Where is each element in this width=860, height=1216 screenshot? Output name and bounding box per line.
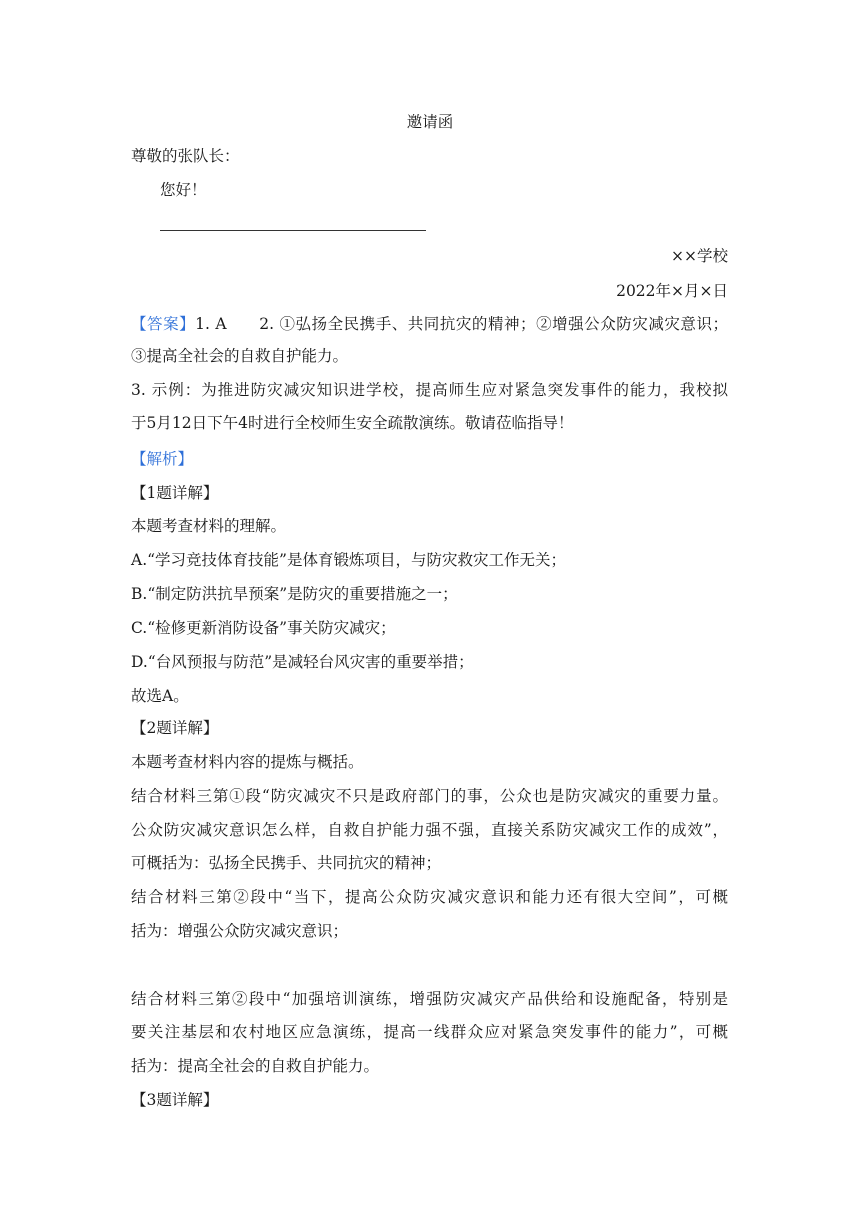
answer-line-1-text: 1. A 2. ①弘扬全民携手、共同抗灾的精神；②增强公众防灾减灾意识； <box>195 315 728 333</box>
q2-intro: 本题考查材料内容的提炼与概括。 <box>131 753 364 771</box>
q2-paragraph-3-line-2: 要关注基层和农村地区应急演练，提高一线群众应对紧急突发事件的能力”，可概 <box>131 1023 728 1041</box>
analysis-tag: 【解析】 <box>131 450 194 468</box>
q1-intro: 本题考查材料的理解。 <box>131 517 287 535</box>
letter-title: 邀请函 <box>406 113 454 131</box>
q2-paragraph-1-line-3: 可概括为：弘扬全民携手、共同抗灾的精神； <box>131 854 442 872</box>
letter-signature-org: ××学校 <box>671 247 728 265</box>
answer-line-3: 3. 示例：为推进防灾减灾知识进学校，提高师生应对紧急突发事件的能力，我校拟 <box>131 381 728 399</box>
q1-choice: 故选A。 <box>131 687 189 705</box>
letter-salutation: 尊敬的张队长： <box>131 147 240 165</box>
q2-paragraph-3-line-3: 括为：提高全社会的自救自护能力。 <box>131 1057 380 1075</box>
q2-paragraph-2-line-1: 结合材料三第②段中“当下，提高公众防灾减灾意识和能力还有很大空间”，可概 <box>131 888 728 906</box>
q1-option-d: D.“台风预报与防范”是减轻台风灾害的重要举措； <box>131 653 474 671</box>
answer-line-1 <box>131 314 728 334</box>
q1-heading: 【1题详解】 <box>131 484 219 502</box>
q2-paragraph-3-line-1: 结合材料三第②段中“加强培训演练，增强防灾减灾产品供给和设施配备，特别是 <box>131 990 728 1008</box>
q1-option-a: A.“学习竞技体育技能”是体育锻炼项目，与防灾救灾工作无关； <box>131 551 566 569</box>
answer-line-4: 于5月12日下午4时进行全校师生安全疏散演练。敬请莅临指导！ <box>131 414 574 432</box>
q2-paragraph-2-line-2: 括为：增强公众防灾减灾意识； <box>131 922 349 940</box>
answer-tag: 【答案】 <box>131 315 196 333</box>
q1-option-c: C.“检修更新消防设备”事关防灾减灾； <box>131 619 396 637</box>
letter-greeting: 您好！ <box>160 181 207 199</box>
fill-in-blank-line <box>160 230 426 231</box>
q2-paragraph-1-line-1: 结合材料三第①段“防灾减灾不只是政府部门的事，公众也是防灾减灾的重要力量。 <box>131 787 728 805</box>
answer-line-2: ③提高全社会的自救自护能力。 <box>131 347 349 365</box>
q1-option-b: B.“制定防洪抗旱预案”是防灾的重要措施之一； <box>131 585 458 603</box>
letter-signature-date: 2022年×月×日 <box>616 282 728 300</box>
q2-heading: 【2题详解】 <box>131 719 219 737</box>
q2-paragraph-1-line-2: 公众防灾减灾意识怎么样，自救自护能力强不强，直接关系防灾减灾工作的成效”， <box>131 821 728 839</box>
q3-heading: 【3题详解】 <box>131 1091 219 1109</box>
